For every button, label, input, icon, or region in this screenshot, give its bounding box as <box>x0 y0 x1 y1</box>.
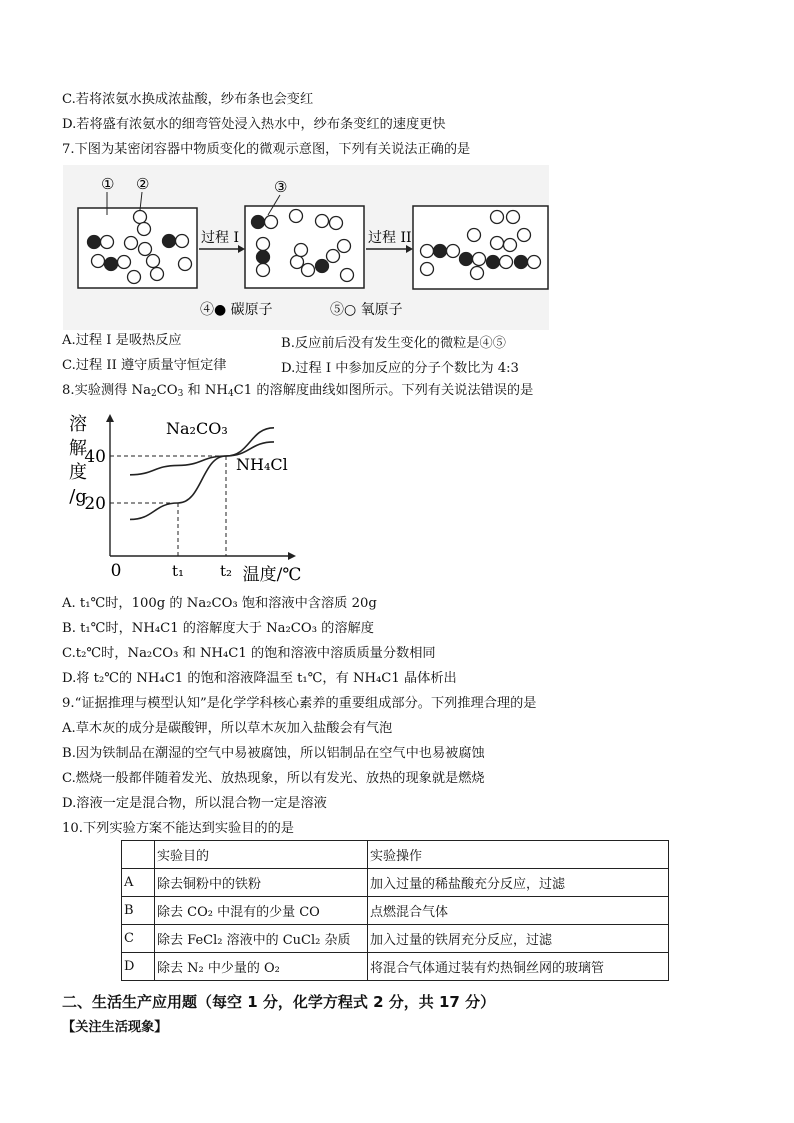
table-cell: C <box>122 925 155 953</box>
table-cell: 点燃混合气体 <box>368 897 669 925</box>
legend-oxygen: ⑤○ 氧原子 <box>330 302 403 318</box>
table-cell: 加入过量的稀盐酸充分反应，过滤 <box>368 869 669 897</box>
legend-carbon: ④● 碳原子 <box>200 302 273 318</box>
label-3: ③ <box>274 178 288 196</box>
series-label: NH₄Cl <box>236 455 288 474</box>
q7-option-b: B.反应前后没有发生变化的微粒是④⑤ <box>281 336 506 351</box>
x-tick-label: t₂ <box>219 562 233 580</box>
table-cell: 加入过量的铁屑充分反应，过滤 <box>368 925 669 953</box>
q8-option-a: A. t₁℃时，100g 的 Na₂CO₃ 饱和溶液中含溶质 20g <box>62 596 377 611</box>
table-cell: 除去 FeCl₂ 溶液中的 CuCl₂ 杂质 <box>155 925 368 953</box>
q7-molecule-diagram <box>0 165 794 330</box>
x-axis-label: 温度/℃ <box>242 565 302 584</box>
y-tick-label: 20 <box>84 494 106 514</box>
table-header-cell <box>122 841 155 869</box>
table-row <box>122 869 669 897</box>
process-2-label: 过程 II <box>368 230 412 246</box>
q7-option-a: A.过程 I 是吸热反应 <box>62 333 182 348</box>
table-header-cell: 实验操作 <box>368 841 669 869</box>
label-2: ② <box>136 175 150 193</box>
experiment-table <box>121 840 669 981</box>
q8-option-b: B. t₁℃时，NH₄C1 的溶解度大于 Na₂CO₃ 的溶解度 <box>62 621 374 636</box>
table-row <box>122 953 669 981</box>
table-cell: B <box>122 897 155 925</box>
table-cell: 除去 N₂ 中少量的 O₂ <box>155 953 368 981</box>
y-axis-label: /g <box>69 486 87 507</box>
q8-option-c: C.t₂℃时，Na₂CO₃ 和 NH₄C1 的饱和溶液中溶质质量分数相同 <box>62 646 436 661</box>
table-cell: A <box>122 869 155 897</box>
y-axis-label: 解 <box>69 438 87 459</box>
q9-option-d: D.溶液一定是混合物，所以混合物一定是溶液 <box>62 796 327 811</box>
x-axis-arrow <box>288 552 296 560</box>
q9-option-c: C.燃烧一般都伴随着发光、放热现象，所以有发光、放热的现象就是燃烧 <box>62 771 485 786</box>
q9-stem: 9.“证据推理与模型认知”是化学学科核心素养的重要组成部分。下列推理合理的是 <box>62 696 537 711</box>
q6-option-d: D.若将盛有浓氨水的细弯管处浸入热水中，纱布条变红的速度更快 <box>62 117 446 132</box>
table-cell: 除去 CO₂ 中混有的少量 CO <box>155 897 368 925</box>
origin-label: 0 <box>110 561 122 581</box>
section-title: 二、生活生产应用题（每空 1 分，化学方程式 2 分，共 17 分） <box>62 993 496 1011</box>
process-1-label: 过程 I <box>201 230 239 246</box>
series-label: Na₂CO₃ <box>166 419 228 438</box>
table-header-cell: 实验目的 <box>155 841 368 869</box>
y-axis-label: 度 <box>69 462 87 483</box>
q8-stem: 8.实验测得 $Na_2CO_3$ 和 $NH_4C1$ 的溶解度曲线如图所示。下列有关说法错误的是 <box>62 383 534 399</box>
table-cell: 除去铜粉中的铁粉 <box>155 869 368 897</box>
x-tick-label: t₁ <box>171 562 185 580</box>
q10-stem: 10.下列实验方案不能达到实验目的的是 <box>62 821 294 836</box>
q8-option-d: D.将 t₂℃的 NH₄C1 的饱和溶液降温至 t₁℃，有 NH₄C1 晶体析出 <box>62 671 457 686</box>
table-row <box>122 925 669 953</box>
q7-stem: 7.下图为某密闭容器中物质变化的微观示意图，下列有关说法正确的是 <box>62 142 471 157</box>
table-header-row <box>122 841 669 869</box>
q6-option-c: C.若将浓氨水换成浓盐酸，纱布条也会变红 <box>62 92 314 107</box>
y-axis-label: 溶 <box>69 414 87 435</box>
q7-option-c: C.过程 II 遵守质量守恒定律 <box>62 358 227 373</box>
q7-option-d: D.过程 I 中参加反应的分子个数比为 4:3 <box>281 361 519 376</box>
table-cell: 将混合气体通过装有灼热铜丝网的玻璃管 <box>368 953 669 981</box>
table-row <box>122 897 669 925</box>
solubility-chart <box>62 404 322 584</box>
y-tick-label: 40 <box>84 447 106 467</box>
y-axis-arrow <box>106 414 114 422</box>
q9-option-a: A.草木灰的成分是碳酸钾，所以草木灰加入盐酸会有气泡 <box>62 721 393 736</box>
label-1: ① <box>101 175 115 193</box>
q9-option-b: B.因为铁制品在潮湿的空气中易被腐蚀，所以铝制品在空气中也易被腐蚀 <box>62 746 485 761</box>
table-cell: D <box>122 953 155 981</box>
section-subtitle: 【关注生活现象】 <box>62 1020 168 1035</box>
